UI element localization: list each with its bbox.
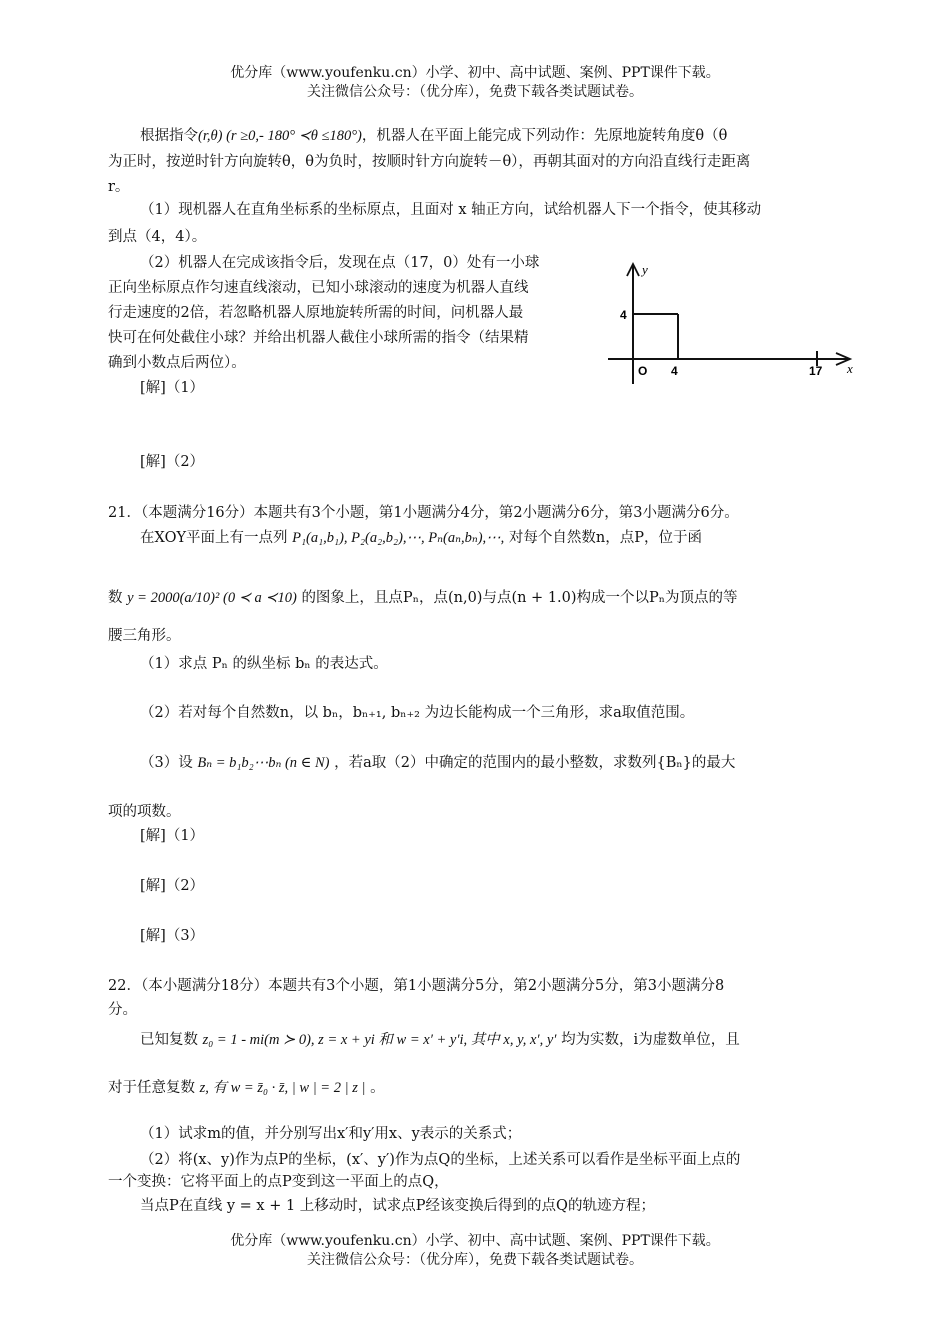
q21-part3-text-b: ，若a取（2）中确定的范围内的最小整数，求数列{Bₙ}的最大 xyxy=(334,755,736,771)
q21-function-formula: y = 2000(a/10)² (0 ≺ a ≺10) xyxy=(127,590,297,606)
q20-solution2-label: [解]（2） xyxy=(140,454,205,470)
q22-part2-line2: 一个变换：它将平面上的点P变到这一平面上的点Q， xyxy=(108,1174,449,1190)
q21-part2: （2）若对每个自然数n，以 bₙ，bₙ₊₁, bₙ₊₂ 为边长能构成一个三角形，求a取值范围。 xyxy=(140,705,695,721)
x-tick-label-17: 17 xyxy=(809,364,823,378)
q21-line2-text-b: 的图象上，且点Pₙ，点(n,0)与点(n + 1.0)构成一个以Pₙ为顶点的等 xyxy=(301,590,738,606)
q20-part1-line1: （1）现机器人在直角坐标系的坐标原点，且面对 x 轴正方向，试给机器人下一个指令，使其移动 xyxy=(140,202,762,218)
q20-part2-line3: 行走速度的2倍，若忽略机器人原地旋转所需的时间，问机器人最 xyxy=(108,305,524,321)
q21-line2 xyxy=(108,588,868,608)
q20-intro-line3: r。 xyxy=(108,179,130,195)
q21-product-formula: Bₙ = b₁b₂⋯bₙ (n ∈ N) xyxy=(197,755,330,771)
q20-part2-line2: 正向坐标原点作匀速直线滚动，已知小球滚动的速度为机器人直线 xyxy=(108,280,529,296)
q21-solution3-label: [解]（3） xyxy=(140,928,205,944)
q20-intro-text-b: ，机器人在平面上能完成下列动作：先原地旋转角度θ（θ xyxy=(361,128,728,144)
q21-part3-line2: 项的项数。 xyxy=(108,804,181,820)
q20-solution1-label: [解]（1） xyxy=(140,380,205,396)
q21-solution2-label: [解]（2） xyxy=(140,878,205,894)
q22-line2-text-b: 。 xyxy=(370,1080,385,1096)
origin-label: O xyxy=(638,364,648,378)
page-footer-line2: 关注微信公众号：（优分库），免费下载各类试题试卷。 xyxy=(307,1252,643,1268)
q22-line2 xyxy=(108,1078,868,1098)
q21-line1-text-b: 对每个自然数n，点P，位于函 xyxy=(508,530,703,546)
q22-complex-definition: z₀ = 1 - mi(m ≻ 0), z = x + yi 和 w = x′ + y′i, 其中 x, y, x′, y′ xyxy=(202,1032,557,1048)
q22-heading-line2: 分。 xyxy=(108,1002,137,1018)
x-tick-label-4: 4 xyxy=(671,364,678,378)
q20-intro-line2: 为正时，按逆时针方向旋转θ，θ为负时，按顺时针方向旋转－θ），再朝其面对的方向沿直线行走距离 xyxy=(108,154,751,170)
q20-intro-text-a: 根据指令 xyxy=(140,128,198,144)
q21-line3: 腰三角形。 xyxy=(108,628,181,644)
q22-heading-line1: 22．（本小题满分18分）本题共有3个小题，第1小题满分5分，第2小题满分5分，第3小题满分8 xyxy=(108,978,725,994)
q21-line1 xyxy=(140,528,900,548)
y-tick-label: 4 xyxy=(620,308,627,322)
q22-condition-formula: z, 有 w = z̄₀ · z̄, | w | = 2 | z | xyxy=(199,1080,366,1096)
q20-command-formula: (r,θ) (r ≥0,- 180° ≺θ ≤180°) xyxy=(198,128,362,144)
q20-part2-line1: （2）机器人在完成该指令后，发现在点（17，0）处有一小球 xyxy=(140,255,540,271)
q21-part3-text-a: （3）设 xyxy=(140,755,193,771)
q22-line1-text-b: 均为实数，i为虚数单位，且 xyxy=(561,1032,740,1048)
q22-line1 xyxy=(140,1030,900,1050)
q21-heading: 21．（本题满分16分）本题共有3个小题，第1小题满分4分，第2小题满分6分，第3小题满分6分。 xyxy=(108,505,739,521)
q21-point-sequence: P₁(a₁,b₁), P₂(a₂,b₂),⋯, Pₙ(aₙ,bₙ),⋯, xyxy=(292,530,505,546)
q21-line2-text-a: 数 xyxy=(108,590,123,606)
q21-part1: （1）求点 Pₙ 的纵坐标 bₙ 的表达式。 xyxy=(140,656,388,672)
q22-line2-text-a: 对于任意复数 xyxy=(108,1080,195,1096)
q22-part1: （1）试求m的值，并分别写出x′和y′用x、y表示的关系式； xyxy=(140,1126,522,1142)
q22-part2-line1: （2）将(x、y)作为点P的坐标，(x′、y′)作为点Q的坐标，上述关系可以看作是坐标平面上点的 xyxy=(140,1152,741,1168)
q22-part2-line3: 当点P在直线 y = x + 1 上移动时，试求点P经该变换后得到的点Q的轨迹方程； xyxy=(140,1198,655,1214)
q20-part1-line2: 到点（4，4）。 xyxy=(108,229,207,245)
page-header-line2: 关注微信公众号：（优分库），免费下载各类试题试卷。 xyxy=(307,84,643,100)
q20-intro-line1 xyxy=(140,126,900,146)
y-axis-label: y xyxy=(642,262,648,277)
x-axis-label: x xyxy=(847,361,853,376)
q21-line1-text-a: 在XOY平面上有一点列 xyxy=(140,530,288,546)
coordinate-graph xyxy=(600,256,860,386)
q20-part2-line5: 确到小数点后两位）。 xyxy=(108,355,246,371)
q21-solution1-label: [解]（1） xyxy=(140,828,205,844)
page-footer-line1: 优分库（www.youfenku.cn）小学、初中、高中试题、案例、PPT课件下载。 xyxy=(230,1233,720,1249)
page-header-line1: 优分库（www.youfenku.cn）小学、初中、高中试题、案例、PPT课件下载。 xyxy=(230,65,720,81)
q21-part3-line1 xyxy=(140,753,900,773)
q22-line1-text-a: 已知复数 xyxy=(140,1032,198,1048)
q20-part2-line4: 快可在何处截住小球？并给出机器人截住小球所需的指令（结果精 xyxy=(108,330,529,346)
